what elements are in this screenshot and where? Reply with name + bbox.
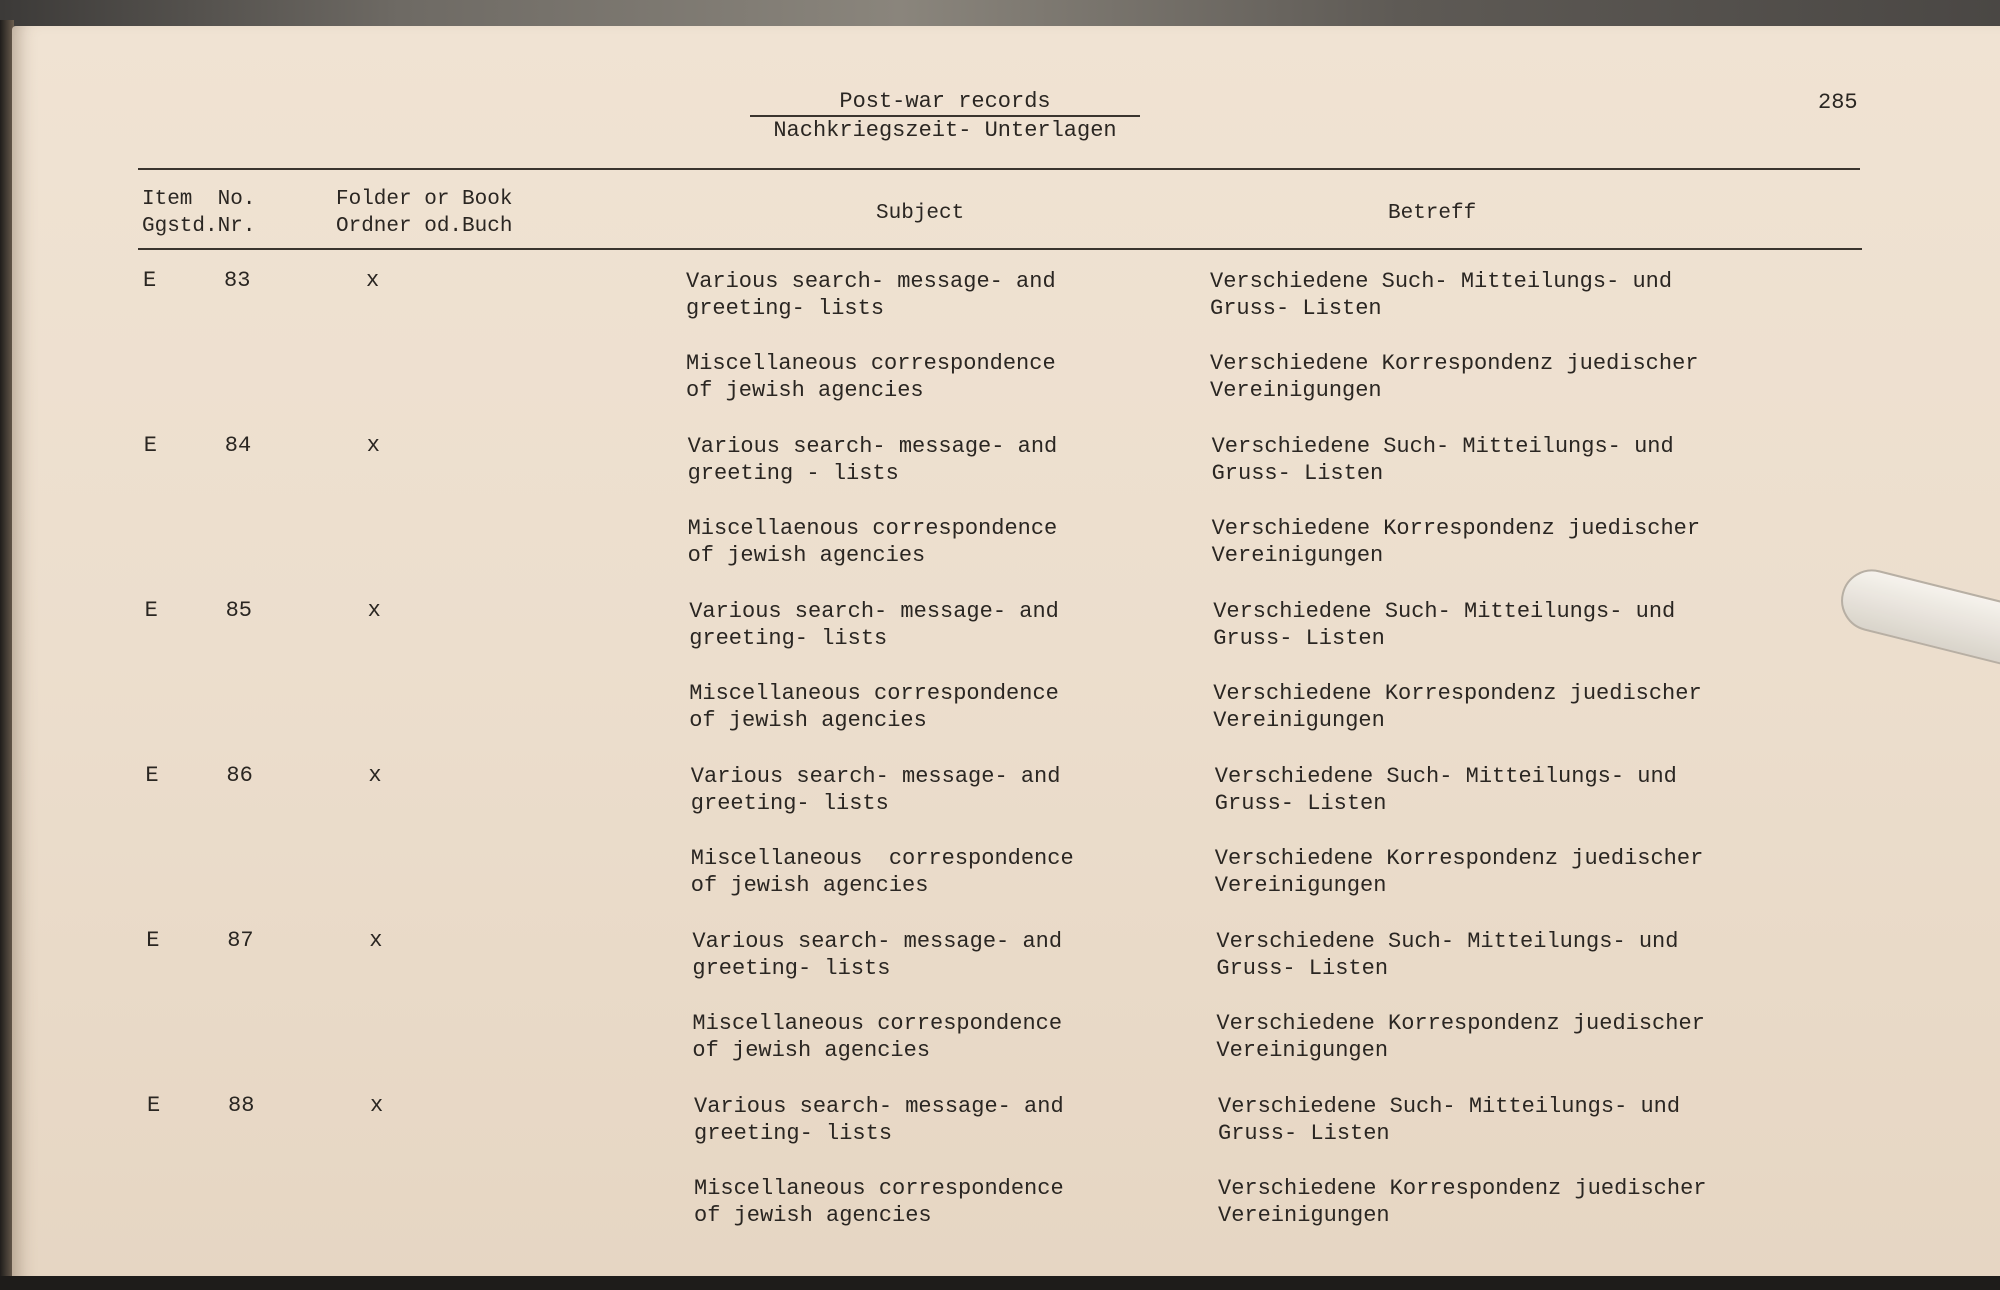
header-bottom-rule	[138, 248, 1862, 250]
entry-folder-mark: x	[367, 598, 381, 623]
entry-item-code: E	[143, 268, 157, 293]
entry-subject-correspondence: Miscellaneous correspondence of jewish agencies	[690, 846, 1074, 898]
entry-number: 86	[226, 763, 253, 788]
header-top-rule	[138, 168, 1860, 170]
page-number: 285	[1818, 90, 1858, 115]
entry-subject-lists: Various search- message- and greeting- lists	[686, 269, 1056, 321]
entry-betreff-listen: Verschiedene Such- Mitteilungs- und Gruss- Listen	[1218, 1094, 1681, 1146]
page-title-english: Post-war records	[750, 88, 1140, 117]
entry-item-code: E	[143, 433, 157, 458]
column-header-folder	[336, 186, 512, 240]
entry-subject-correspondence: Miscellaneous correspondence of jewish agencies	[692, 1011, 1063, 1063]
entry-number: 83	[224, 268, 251, 293]
entry-subject-lists: Various search- message- and greeting- lists	[692, 929, 1063, 981]
entry-subject-lists: Various search- message- and greeting- lists	[690, 764, 1061, 816]
entry-betreff-korrespondenz: Verschiedene Korrespondenz juedischer Vereinigungen	[1213, 681, 1702, 733]
column-header-item-no-english: Item No.	[142, 188, 256, 211]
column-header-betreff: Betreff	[1388, 202, 1477, 225]
entry-betreff-korrespondenz: Verschiedene Korrespondenz juedischer Vereinigungen	[1216, 1011, 1705, 1063]
entry-subject-lists: Various search- message- and greeting - lists	[687, 434, 1058, 486]
entry-item-code: E	[147, 1093, 161, 1118]
entry-betreff-listen: Verschiedene Such- Mitteilungs- und Gruss- Listen	[1210, 269, 1673, 321]
entry-subject-correspondence: Miscellaenous correspondence of jewish agencies	[687, 516, 1058, 568]
entry-item-code: E	[145, 763, 159, 788]
entry-folder-mark: x	[370, 1093, 384, 1118]
entry-betreff-korrespondenz: Verschiedene Korrespondenz juedischer Vereinigungen	[1218, 1176, 1707, 1228]
entry-betreff-korrespondenz: Verschiedene Korrespondenz juedischer Vereinigungen	[1210, 351, 1699, 403]
column-header-folder-english: Folder or Book	[336, 188, 513, 211]
entry-betreff-korrespondenz: Verschiedene Korrespondenz juedischer Vereinigungen	[1214, 846, 1704, 898]
column-header-item-no-german: Ggstd.Nr.	[142, 215, 256, 238]
entry-item-code: E	[146, 928, 160, 953]
page-title-german: Nachkriegszeit- Unterlagen	[773, 118, 1117, 143]
entry-betreff-listen: Verschiedene Such- Mitteilungs- und Gruss- Listen	[1214, 764, 1677, 816]
page-bottom-edge	[0, 1276, 2000, 1290]
entry-folder-mark: x	[366, 268, 380, 293]
entry-number: 88	[228, 1093, 255, 1118]
entry-subject-lists: Various search- message- and greeting- lists	[694, 1094, 1064, 1146]
entry-subject-correspondence: Miscellaneous correspondence of jewish agencies	[694, 1176, 1064, 1228]
entry-number: 85	[225, 598, 252, 623]
entry-betreff-listen: Verschiedene Such- Mitteilungs- und Gruss- Listen	[1211, 434, 1674, 486]
entry-folder-mark: x	[366, 433, 380, 458]
entry-subject-correspondence: Miscellaneous correspondence of jewish agencies	[686, 351, 1056, 403]
entry-betreff-listen: Verschiedene Such- Mitteilungs- und Gruss- Listen	[1213, 599, 1676, 651]
entry-betreff-listen: Verschiedene Such- Mitteilungs- und Gruss- Listen	[1216, 929, 1679, 981]
page-header	[750, 88, 1140, 144]
column-header-item-no	[142, 186, 255, 240]
entry-subject-correspondence: Miscellaneous correspondence of jewish agencies	[689, 681, 1059, 733]
entry-betreff-korrespondenz: Verschiedene Korrespondenz juedischer Vereinigungen	[1211, 516, 1701, 568]
column-header-subject: Subject	[876, 202, 965, 225]
entry-folder-mark: x	[368, 763, 382, 788]
entry-item-code: E	[144, 598, 158, 623]
entry-folder-mark: x	[369, 928, 383, 953]
column-header-folder-german: Ordner od.Buch	[336, 215, 513, 238]
entry-number: 84	[224, 433, 252, 458]
entry-number: 87	[227, 928, 254, 953]
entry-subject-lists: Various search- message- and greeting- lists	[689, 599, 1059, 651]
